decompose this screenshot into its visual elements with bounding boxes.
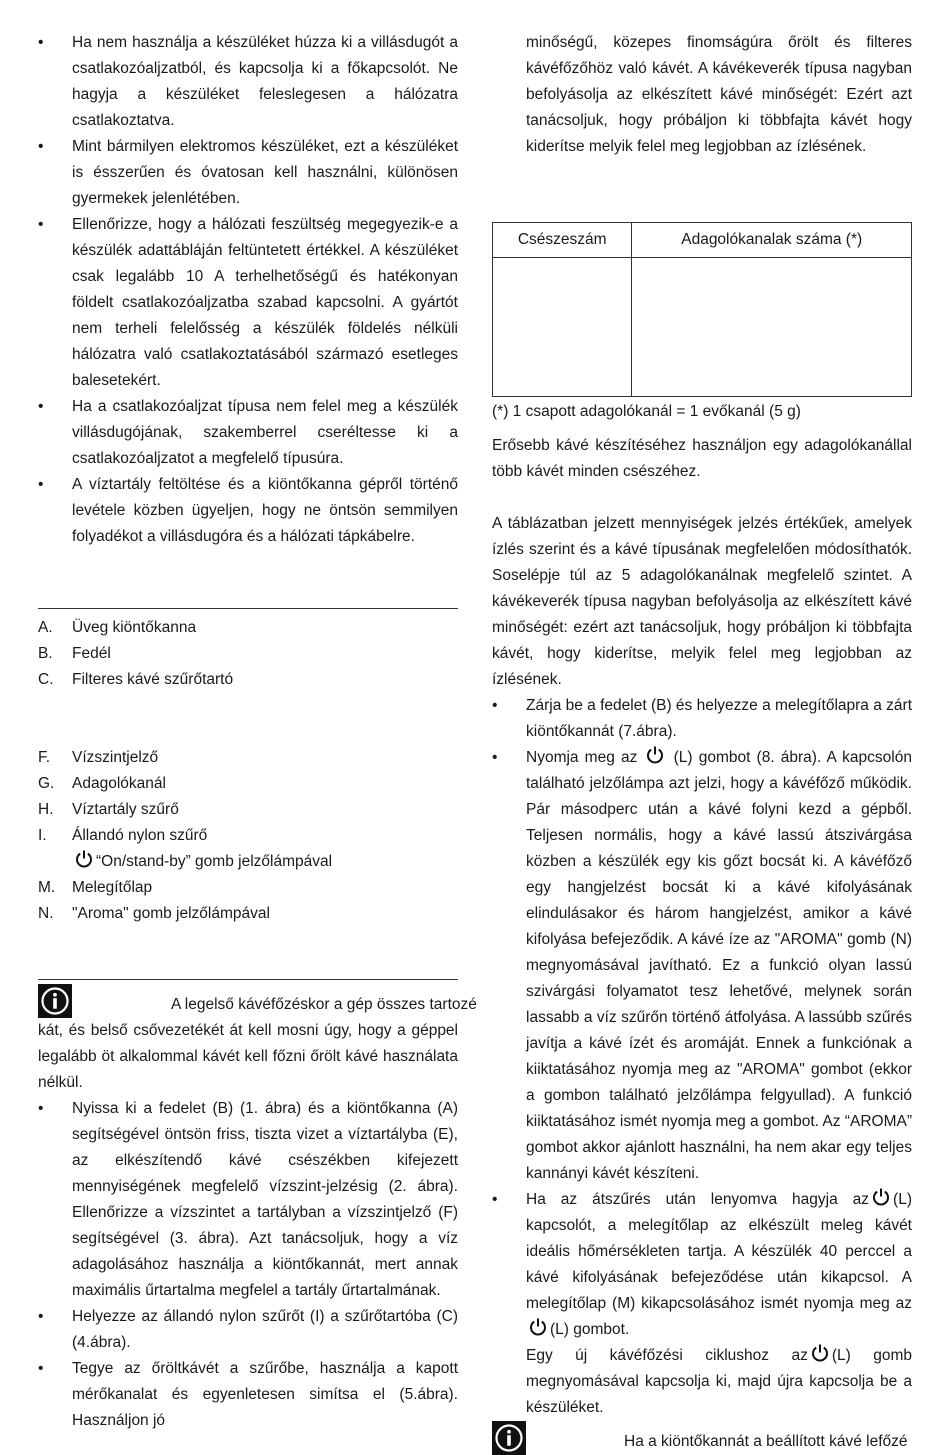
power-icon — [528, 1317, 548, 1337]
intro-text: minőségű, közepes finomságúra őrölt és filteres kávéfőzőhöz való kávét. A kávékeverék típusa nagyban befolyásolja az elkészített kávé minőségét: Ezért azt tanácsoljuk, hogy próbáljon ki többfajta kávét hogy kiderítse melyik felel meg legjobban az ízlésének. — [526, 34, 912, 155]
power-icon — [871, 1187, 891, 1207]
right-column — [492, 30, 912, 1455]
safety-bullet: • Ha a csatlakozóaljzat típusa nem felel meg a készülék villásdugójának, szakemberrel cseréltesse ki a csatlakozóaljzatot a megfelelő típusúra. — [38, 394, 458, 472]
part-item: H. Víztartály szűrő — [38, 801, 179, 818]
step-bullet: • Zárja be a fedelet (B) és helyezze a melegítőlapra a zárt kiöntőkannát (7.ábra). — [492, 693, 912, 745]
stronger-coffee-text: Erősebb kávé készítéséhez használjon egy adagolókanállal több kávét minden csészéhez. — [492, 437, 912, 480]
power-icon — [74, 849, 94, 869]
info-note: Ha a kiöntőkannát a beállított kávé lefőzé — [492, 1421, 912, 1455]
step-bullet: • Nyomja meg az (L) gombot (8. ábra). A kapcsolón található jelzőlámpa azt jelzi, hogy a kávéfőző működik. Pár másodperc után a kávé folyni kezd a gépből. Teljesen normális, hogy a kávé lassú átszivárgása közben a készülék egy kis gőzt bocsát ki. A kávéfőző egy hangjelzést bocsát ki a kávé kifolyásának elindulásakor és három hangjelzést, amikor a kávé kifolyása befejeződik. A kávé íze az "AROMA" gomb (N) megnyomásával javítható. Ez a funkció olyan lassú szivárgási folyamatot tesz lehetővé, melynek során lassabb a víz szűrőn történő átfolyása. A lassúbb szűrés javítja a kávé ízét és aromáját. Ennek a funkciónak a kiiktatásához nyomja meg az "AROMA" gombot (ekkor a gombon található jelzőlámpa felgyullad). A funkció kiiktatásához ismét nyomja meg a gombot. Az “AROMA” gombot akkor ajánlott használni, ha nem akar egy teljes kannányi kávét készíteni. — [492, 745, 912, 1187]
info-note: A legelső kávéfőzéskor a gép összes tartozé kát, és belső csővezetékét át kell mosni úgy, hogy a géppel legalább öt alkalommal kávét kell főzni őrölt kávé használata nélkül. — [38, 984, 458, 1096]
step-bullet: • Tegye az őröltkávét a szűrőbe, használja a kapott mérőkanalat és egyenletesen simítsa el (5.ábra). Használjon jó — [38, 1356, 458, 1434]
info-icon — [38, 984, 72, 1018]
table-cell — [632, 258, 912, 397]
table-cell — [493, 258, 632, 397]
step-bullet: • Helyezze az állandó nylon szűrőt (I) a szűrőtartóba (C) (4.ábra). — [38, 1304, 458, 1356]
table-footnote: (*) 1 csapott adagolókanál = 1 evőkanál (5 g) — [492, 403, 801, 420]
part-item: “On/stand-by” gomb jelzőlámpával — [38, 849, 458, 875]
part-item: B. Fedél — [38, 645, 111, 662]
part-item: N. "Aroma" gomb jelzőlámpával — [38, 905, 270, 922]
part-item: M. Melegítőlap — [38, 879, 153, 896]
power-icon — [810, 1343, 830, 1363]
power-icon — [645, 745, 665, 765]
safety-bullet: • A víztartály feltöltése és a kiöntőkanna gépről történő levétele közben ügyeljen, hogy ne öntsön semmilyen folyadékot a villásdugóra és a hálózati tápkábelre. — [38, 472, 458, 550]
part-item: A. Üveg kiöntőkanna — [38, 619, 197, 636]
table-header-spoons: Adagolókanalak száma (*) — [632, 223, 912, 258]
part-item: G. Adagolókanál — [38, 775, 166, 792]
step-bullet: • Nyissa ki a fedelet (B) (1. ábra) és a kiöntőkanna (A) segítségével öntsön friss, tiszta vizet a víztartályba (E), az elkészítendő kávé csészékben kifejezett mennyiségének megfelelő vízszint-jelzésig (2. ábra). Ellenőrizze a vízszintet a tartályban a vízszintjelző (F) segítségével (3. ábra). Azt tanácsoljuk, hogy a víz adagolásához használja a kiöntőkannát, mert annak maximális űrtartalma megfelel a tartály űrtartalmának. — [38, 1096, 458, 1304]
dosage-table — [492, 222, 912, 397]
left-column — [38, 30, 477, 1434]
part-item: I. Állandó nylon szűrő — [38, 827, 208, 844]
info-icon — [492, 1421, 526, 1455]
table-header-cups: Csészeszám — [493, 223, 632, 258]
safety-bullet: • Ellenőrizze, hogy a hálózati feszültség megegyezik-e a készülék adattábláján feltüntetett értékkel. A készüléket csak legalább 10 A terhelhetőségű és hatékonyan földelt csatlakozóaljzatba szabad kapcsolni. A gyártót nem terheli felelősség a készülék földelés nélküli hálózatra való csatlakoztatásából származó esetleges balesetekért. — [38, 212, 458, 394]
part-item: C. Filteres kávé szűrőtartó — [38, 671, 234, 688]
part-item: F. Vízszintjelző — [38, 749, 159, 766]
safety-bullet: • Ha nem használja a készüléket húzza ki a villásdugót a csatlakozóaljzatból, és kapcsolja ki a főkapcsolót. Ne hagyja a készüléket feleslegesen a hálózatra csatlakoztatva. — [38, 30, 458, 134]
safety-bullet: • Mint bármilyen elektromos készüléket, ezt a készüléket is ésszerűen és óvatosan kell használni, különösen gyermekek jelenlétében. — [38, 134, 458, 212]
step-bullet: • Ha az átszűrés után lenyomva hagyja az (L) kapcsolót, a melegítőlap az elkészült meleg kávét ideális hőmérsékleten tartja. A készülék 40 perccel a kávé kifolyásának befejeződése után kikapcsol. A melegítőlap (M) kikapcsolásához ismét nyomja meg az(L) gombot. Egy új kávéfőzési ciklushoz az (L) gomb megnyomásával kapcsolja ki, majd újra kapcsolja be a készüléket. — [492, 1187, 912, 1421]
quantities-text: A táblázatban jelzett mennyiségek jelzés értékűek, amelyek ízlés szerint és a kávé típusának megfelelően módosíthatók. Soselépje túl az 5 adagolókanálnak megfelelő szintet. A kávékeverék típusa nagyban befolyásolja az elkészített kávé minőségét: ezért azt tanácsoljuk, hogy próbáljon ki többfajta kávét, hogy kiderítse, melyik felel meg legjobban az ízlésének. — [492, 515, 912, 688]
